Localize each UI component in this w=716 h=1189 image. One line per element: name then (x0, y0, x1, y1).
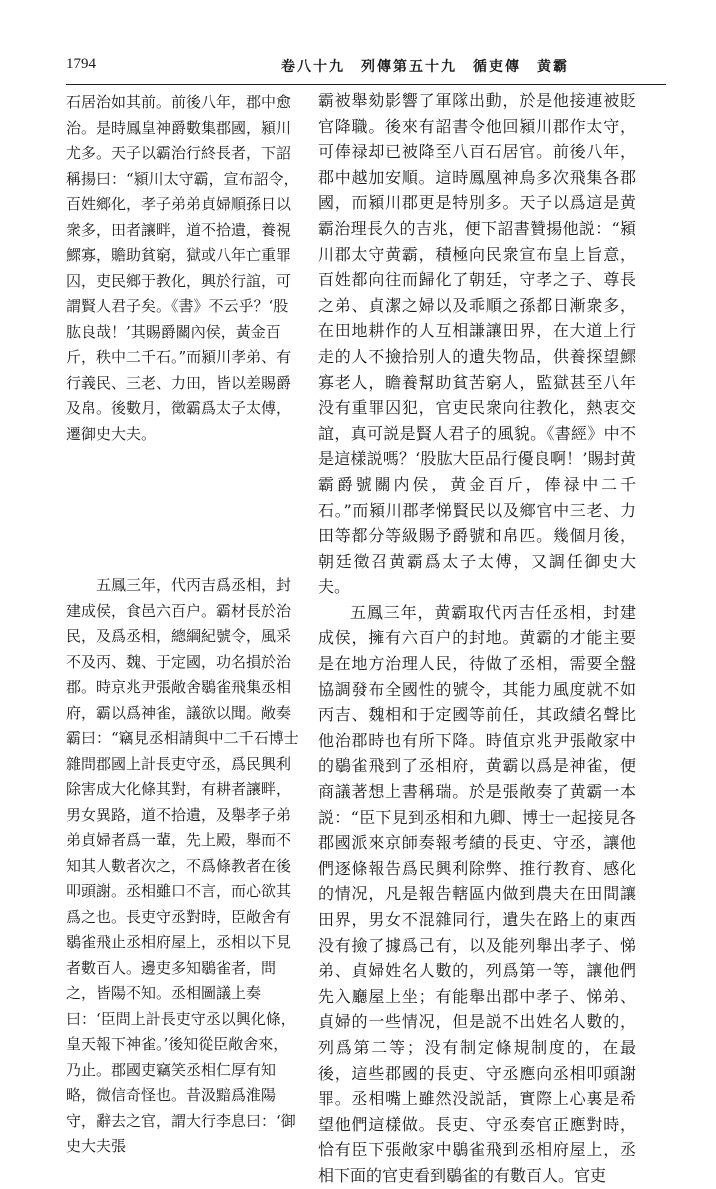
translation-column (318, 88, 636, 1189)
page-header (66, 56, 666, 76)
classical-paragraph-1: 石居治如其前。前後八年，郡中愈治。是時鳳皇神爵數集郡國，潁川尤多。天子以霸治行終長者，下詔稱揚曰：“潁川太守霸，宣布詔令，百姓鄉化，孝子弟弟貞婦順孫日以衆多，田者讓畔，道不拾遺，養視鰥寡，贍助貧窮，獄或八年亡重罪囚，吏民鄉于教化，興於行誼，可謂賢人君子矣。《書》不云乎？‘股肱良哉！’其賜爵關內侯，黃金百斤，秩中二千石。”而潁川孝弟、有行義民、三老、力田，皆以差賜爵及帛。後數月，徵霸爲太子太傅，遷御史大夫。 (66, 93, 299, 443)
classical-paragraph-2: 五鳳三年，代丙吉爲丞相，封建成侯，食邑六百户。霸材長於治民，及爲丞相，總綱紀號令，風采不及丙、魏、于定國，功名損於治郡。時京兆尹張敞舍鶡雀飛集丞相府，霸以爲神雀，議欲以聞。敞奏霸曰：“竊見丞相請與中二千石博士雜問郡國上計長吏守丞，爲民興利除害成大化條其對，有耕者讓畔，男女異路，道不拾遺，及舉孝子弟弟貞婦者爲一輩，先上殿，舉而不知其人數者次之，不爲條教者在後叩頭謝。丞相雖口不言，而心欲其爲之也。長吏守丞對時，臣敞舍有鶡雀飛止丞相府屋上，丞相以下見者數百人。邊吏多知鶡雀者，問之，皆陽不知。丞相圖議上奏曰：‘臣問上計長吏守丞以興化條，皇天報下神雀。’後知從臣敞舍來，乃止。郡國吏竊笑丞相仁厚有知略，微信奇怪也。昔汲黯爲淮陽守，辭去之官，謂大行李息曰：‘御史大夫張 (66, 576, 299, 1155)
running-title: 卷八十九 列傳第五十九 循吏傳 黄霸 (281, 59, 569, 75)
header-rule (66, 84, 666, 85)
translation-paragraph-1: 霸被舉劾影響了軍隊出動，於是他接連被貶官降職。後來有詔書令他回潁川郡作太守，可俸禄却已被降至八百石居官。前後八年，郡中越加安順。這時鳳凰神鳥多次飛集各郡國，而潁川郡更是特別多。天子以爲這是黄霸治理長久的吉兆，便下詔書贊揚他説：“潁川郡太守黄霸，積極向民衆宣布皇上旨意，百姓都向往而歸化了朝廷，守孝之子、尊長之弟、貞潔之婦以及乖順之孫都日漸衆多，在田地耕作的人互相謙讓田界，在大道上行走的人不撿拾别人的遺失物品，供養探望鰥寡老人，瞻養幫助貧苦窮人，監獄甚至八年没有重罪囚犯，官吏民衆向往教化，熱衷交誼，真可説是賢人君子的風貌。《書經》中不是這樣説嗎？‘股肱大臣品行優良啊！’賜封黄霸爵號關内侯，黄金百斤，俸禄中二千石。”而潁川郡孝悌賢民以及鄉官中三老、力田等都分等級賜予爵號和帛匹。幾個月後，朝廷徵召黄霸爲太子太傅，又調任御史大夫。 (318, 91, 636, 597)
page-number: 1794 (66, 56, 96, 72)
column-spacer (66, 447, 302, 573)
translation-paragraph-2: 五鳳三年，黄霸取代丙吉任丞相，封建成侯，擁有六百户的封地。黄霸的才能主要是在地方治理人民，待做了丞相，需要全盤協調發布全國性的號令，其能力風度就不如丙吉、魏相和于定國等前任，其政績名聲比他治郡時也有所下降。時值京兆尹張敞家中的鶡雀飛到了丞相府，黄霸以爲是神雀，便商議著想上書稱瑞。於是張敞奏了黄霸一本説：“臣下見到丞相和九卿、博士一起接見各郡國派來京師奏報考績的長吏、守丞，讓他們逐條報告爲民興利除弊、推行教育、感化的情况，凡是報告轄區内做到農夫在田間讓田界，男女不混雜同行，遺失在路上的東西没有撿了據爲己有，以及能列舉出孝子、悌弟、貞婦姓名人數的，列爲第一等，讓他們先入廳屋上坐；有能舉出郡中孝子、悌弟、貞婦的一些情况，但是説不出姓名人數的，列爲第二等；没有制定條規制度的，在最後，這些郡國的長吏、守丞應向丞相叩頭謝罪。丞相嘴上雖然没説話，實際上心裏是希望他們這樣做。長吏、守丞奏官正應對時，恰有臣下張敞家中鶡雀飛到丞相府屋上，丞相下面的官吏看到鶡雀的有數百人。官吏 (318, 602, 636, 1185)
classical-text-column (66, 90, 302, 1160)
